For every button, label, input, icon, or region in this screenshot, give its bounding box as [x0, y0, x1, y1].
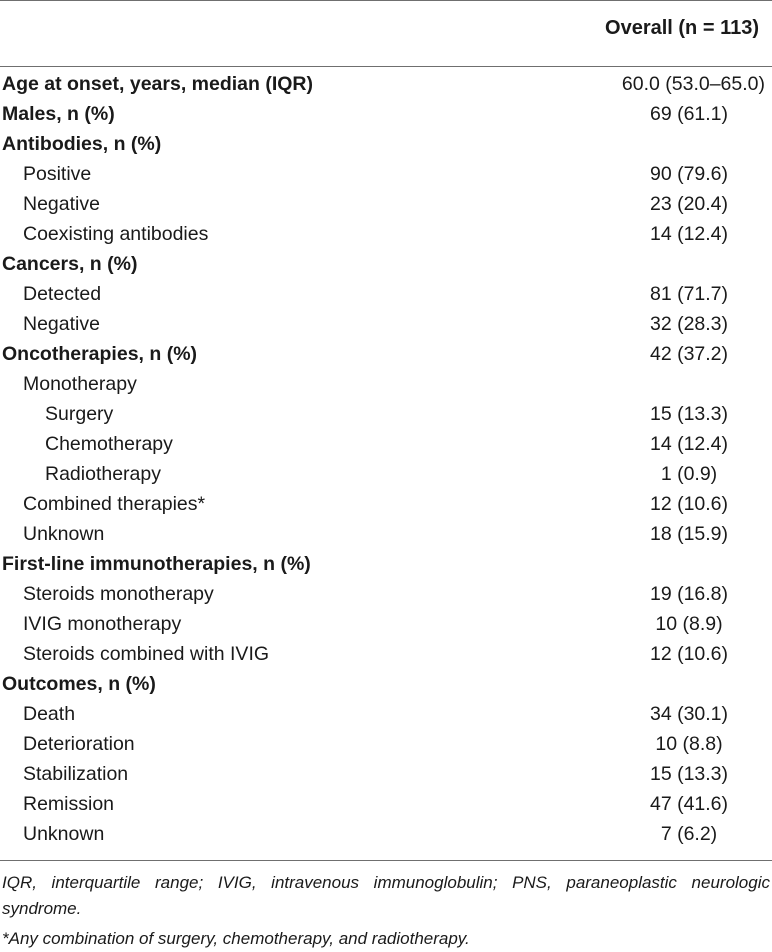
table-footnotes	[2, 870, 770, 952]
column-header-overall: Overall (n = 113)	[605, 17, 759, 39]
table-row	[0, 429, 772, 459]
abbreviations-footnote: IQR, interquartile range; IVIG, intravenous immunoglobulin; PNS, paraneoplastic neurologic syndrome.	[2, 873, 770, 918]
header-rule	[0, 66, 772, 67]
row-value	[572, 129, 772, 159]
table-row	[0, 339, 772, 369]
row-value: 10 (8.9)	[655, 613, 723, 635]
row-label: Negative	[23, 313, 100, 335]
table-row	[0, 639, 772, 669]
row-heading-label: Oncotherapies, n (%)	[2, 343, 198, 365]
table-row	[0, 129, 772, 159]
table-row	[0, 489, 772, 519]
row-value: 23 (20.4)	[649, 193, 729, 215]
table-body	[0, 69, 772, 849]
row-value	[572, 549, 772, 579]
row-value: 34 (30.1)	[649, 703, 729, 725]
row-heading-label: First-line immunotherapies, n (%)	[2, 553, 311, 575]
table-row	[0, 369, 772, 399]
row-label: Detected	[23, 283, 102, 305]
row-label: Combined therapies*	[23, 493, 206, 515]
combined-therapies-footnote: *Any combination of surgery, chemotherapy, and radiotherapy.	[2, 929, 470, 948]
table-row	[0, 249, 772, 279]
table-row	[0, 669, 772, 699]
row-label: Chemotherapy	[45, 433, 173, 455]
row-heading-label: Antibodies, n (%)	[2, 133, 162, 155]
row-label: IVIG monotherapy	[23, 613, 182, 635]
row-value	[572, 369, 772, 399]
row-label: Deterioration	[23, 733, 135, 755]
row-label: Negative	[23, 193, 100, 215]
table-row	[0, 729, 772, 759]
row-value: 14 (12.4)	[649, 433, 729, 455]
row-label: Remission	[23, 793, 115, 815]
table-row	[0, 459, 772, 489]
top-rule	[0, 0, 772, 1]
row-label: Radiotherapy	[45, 463, 161, 485]
row-value: 15 (13.3)	[649, 763, 729, 785]
table-row	[0, 219, 772, 249]
table-row	[0, 189, 772, 219]
row-value: 15 (13.3)	[649, 403, 729, 425]
row-value	[572, 669, 772, 699]
table-row	[0, 69, 772, 99]
table-row	[0, 159, 772, 189]
table-row	[0, 789, 772, 819]
row-value: 81 (71.7)	[649, 283, 729, 305]
row-label: Unknown	[23, 523, 105, 545]
row-label: Surgery	[45, 403, 114, 425]
row-label: Steroids monotherapy	[23, 583, 214, 605]
row-value: 18 (15.9)	[649, 523, 729, 545]
row-value: 69 (61.1)	[649, 103, 729, 125]
row-label: Coexisting antibodies	[23, 223, 209, 245]
row-label: Positive	[23, 163, 92, 185]
table-row	[0, 549, 772, 579]
characteristics-table	[0, 69, 772, 849]
table-row	[0, 609, 772, 639]
row-value	[572, 249, 772, 279]
row-value: 32 (28.3)	[649, 313, 729, 335]
table-row	[0, 399, 772, 429]
table-row	[0, 699, 772, 729]
row-heading-label: Age at onset, years, median (IQR)	[2, 73, 314, 95]
row-value: 47 (41.6)	[649, 793, 729, 815]
row-heading-label: Cancers, n (%)	[2, 253, 138, 275]
row-value: 90 (79.6)	[649, 163, 729, 185]
table-row	[0, 309, 772, 339]
row-value: 12 (10.6)	[649, 643, 729, 665]
row-label: Steroids combined with IVIG	[23, 643, 270, 665]
table-row	[0, 579, 772, 609]
row-value: 7 (6.2)	[660, 823, 718, 845]
row-label: Death	[23, 703, 76, 725]
table-row	[0, 99, 772, 129]
row-value: 14 (12.4)	[649, 223, 729, 245]
row-label: Monotherapy	[23, 373, 137, 395]
row-value: 60.0 (53.0–65.0)	[621, 73, 765, 95]
table-row	[0, 519, 772, 549]
row-heading-label: Males, n (%)	[2, 103, 115, 125]
row-heading-label: Outcomes, n (%)	[2, 673, 156, 695]
bottom-rule	[0, 860, 772, 861]
table-row	[0, 819, 772, 849]
row-value: 19 (16.8)	[649, 583, 729, 605]
row-label: Stabilization	[23, 763, 129, 785]
table-row	[0, 279, 772, 309]
row-value: 10 (8.8)	[655, 733, 723, 755]
row-value: 12 (10.6)	[649, 493, 729, 515]
table-row	[0, 759, 772, 789]
row-value: 42 (37.2)	[649, 343, 729, 365]
row-label: Unknown	[23, 823, 105, 845]
row-value: 1 (0.9)	[660, 463, 718, 485]
